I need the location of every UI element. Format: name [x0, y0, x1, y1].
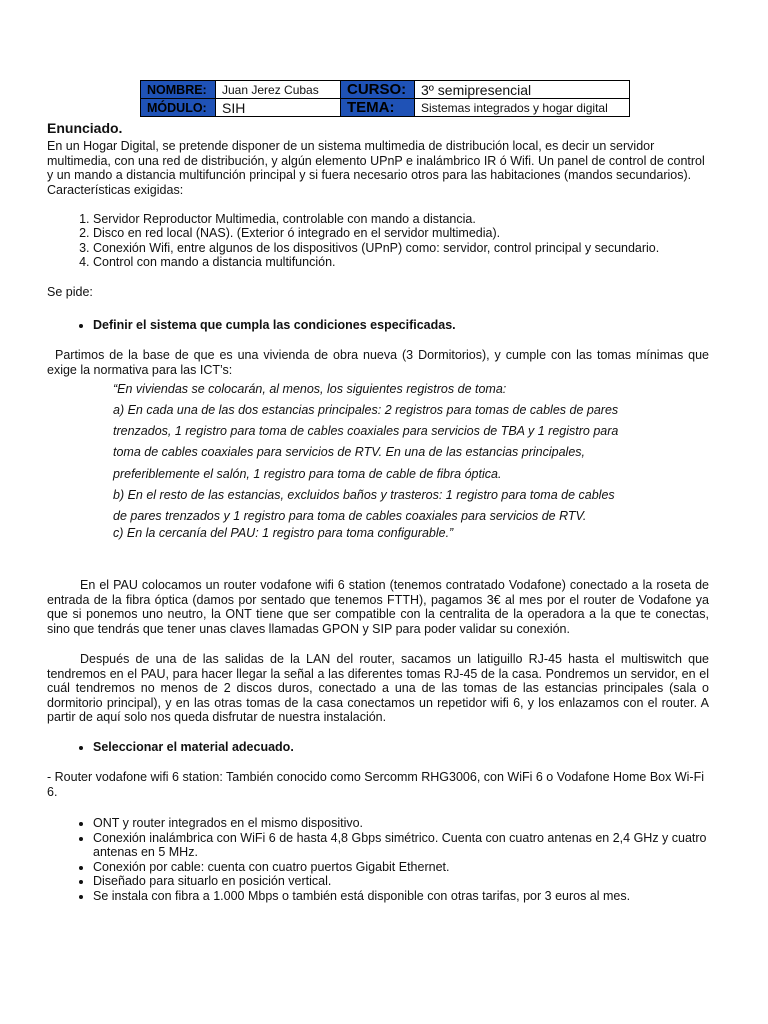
- se-pide-block: [47, 285, 709, 300]
- quote-line: a) En cada una de las dos estancias principales: 2 registros para tomas de cables de pares: [113, 403, 619, 417]
- tema-value: Sistemas integrados y hogar digital: [415, 99, 630, 117]
- quote-line: “En viviendas se colocarán, al menos, los siguientes registros de toma:: [113, 382, 507, 396]
- quote-line: c) En la cercanía del PAU: 1 registro para toma configurable.”: [113, 526, 454, 540]
- requirement-item: 4. Control con mando a distancia multifunción.: [93, 255, 709, 269]
- section2-heading: • Seleccionar el material adecuado.: [93, 740, 709, 755]
- section1-intro-block: [47, 348, 709, 377]
- quote-line: toma de cables coaxiales para servicios de RTV. En una de las estancias principales,: [113, 445, 586, 459]
- router-feature-item: • Se instala con fibra a 1.000 Mbps o también está disponible con otras tarifas, por 3 euros al mes.: [93, 889, 709, 904]
- nombre-label: NOMBRE:: [141, 81, 216, 99]
- se-pide-label: Se pide:: [47, 285, 93, 299]
- section1-paragraph1-block: [47, 578, 709, 636]
- router-feature-item: • ONT y router integrados en el mismo dispositivo.: [93, 816, 709, 831]
- requirement-item: 2. Disco en red local (NAS). (Exterior ó integrado en el servidor multimedia).: [93, 226, 709, 240]
- router-feature-item: • Conexión inalámbrica con WiFi 6 de hasta 4,8 Gbps simétrico. Cuenta con cuatro antenas en 2,4 GHz y cuatro antenas en 5 MHz.: [93, 831, 709, 860]
- section1-heading-list: [47, 318, 709, 333]
- section1-heading: • Definir el sistema que cumpla las condiciones especificadas.: [93, 318, 709, 333]
- curso-label: CURSO:: [341, 81, 415, 99]
- section2-heading-block: [47, 740, 709, 755]
- quote-line: de pares trenzados y 1 registro para toma de cables coaxiales para servicios de RTV.: [113, 509, 587, 523]
- enunciado-block: [47, 139, 709, 197]
- router-intro-block: [47, 770, 709, 799]
- requirement-item: 3. Conexión Wifi, entre algunos de los dispositivos (UPnP) como: servidor, control principal y secundario.: [93, 241, 709, 255]
- router-feature-item: • Diseñado para situarlo en posición vertical.: [93, 874, 709, 889]
- modulo-label: MÓDULO:: [141, 99, 216, 117]
- requirement-item: 1. Servidor Reproductor Multimedia, controlable con mando a distancia.: [93, 212, 709, 226]
- section2-heading-list: [47, 740, 709, 755]
- section1-paragraph2: Después de una de las salidas de la LAN del router, sacamos un latiguillo RJ-45 hasta el multiswitch que tendremos en el PAU, para hacer llegar la señal a las diferentes tomas RJ-45 de la casa. Pondremos un servidor, en el cuál tendremos no menos de 2 discos duros, conectado a una de las tomas de las estancias principales (sala o dormitorio principal), y en las otras tomas de la casa conectamos un repetidor wifi 6, y los enlazamos con el router. A partir de aquí solo nos queda disfrutar de nuestra instalación.: [47, 652, 709, 725]
- nombre-value: Juan Jerez Cubas: [216, 81, 341, 99]
- quote-line: preferiblemente el salón, 1 registro para toma de cable de fibra óptica.: [113, 467, 502, 481]
- enunciado-title: Enunciado.: [47, 120, 123, 136]
- section1-paragraph2-block: [47, 652, 709, 725]
- section1-intro: Partimos de la base de que es una vivienda de obra nueva (3 Dormitorios), y cumple con las tomas mínimas que exige la normativa para las ICT’s:: [47, 348, 709, 377]
- requirements-list: [47, 212, 709, 270]
- requirements-block: [47, 212, 709, 270]
- enunciado-paragraph: En un Hogar Digital, se pretende disponer de un sistema multimedia de distribución local, es decir un servidor multimedia, con una red de distribución, y algún elemento UPnP e inalámbrico IR ó Wifi. Un panel de control de control y un mando a distancia multifunción principal y si fuera necesario otros para las habitaciones (mandos secundarios). Características exigidas:: [47, 139, 705, 197]
- student-info-table: [140, 80, 630, 117]
- router-intro: - Router vodafone wifi 6 station: También conocido como Sercomm RHG3006, con WiFi 6 o Vodafone Home Box Wi-Fi 6.: [47, 770, 705, 799]
- tema-label: TEMA:: [341, 99, 415, 117]
- curso-value: 3º semipresencial: [415, 81, 630, 99]
- quote-line: b) En el resto de las estancias, excluidos baños y trasteros: 1 registro para toma de cables: [113, 488, 615, 502]
- router-features-list: [47, 816, 709, 904]
- section1-heading-block: [47, 318, 709, 333]
- router-features-block: [47, 816, 709, 904]
- section1-paragraph1: En el PAU colocamos un router vodafone wifi 6 station (tenemos contratado Vodafone) conectado a la roseta de entrada de la fibra óptica (damos por sentado que tenemos FTTH), pagamos 3€ al mes por el router de Vodafone ya que si ponemos uno neutro, la ONT tiene que ser compatible con la centralita de la operadora a la que te conectas, sino que tendrás que tener unas claves llamadas GPON y SIP para poder validar su conexión.: [47, 578, 709, 636]
- router-feature-item: • Conexión por cable: cuenta con cuatro puertos Gigabit Ethernet.: [93, 860, 709, 875]
- modulo-value: SIH: [216, 99, 341, 117]
- quote-line: trenzados, 1 registro para toma de cables coaxiales para servicios de TBA y 1 registro para: [113, 424, 619, 438]
